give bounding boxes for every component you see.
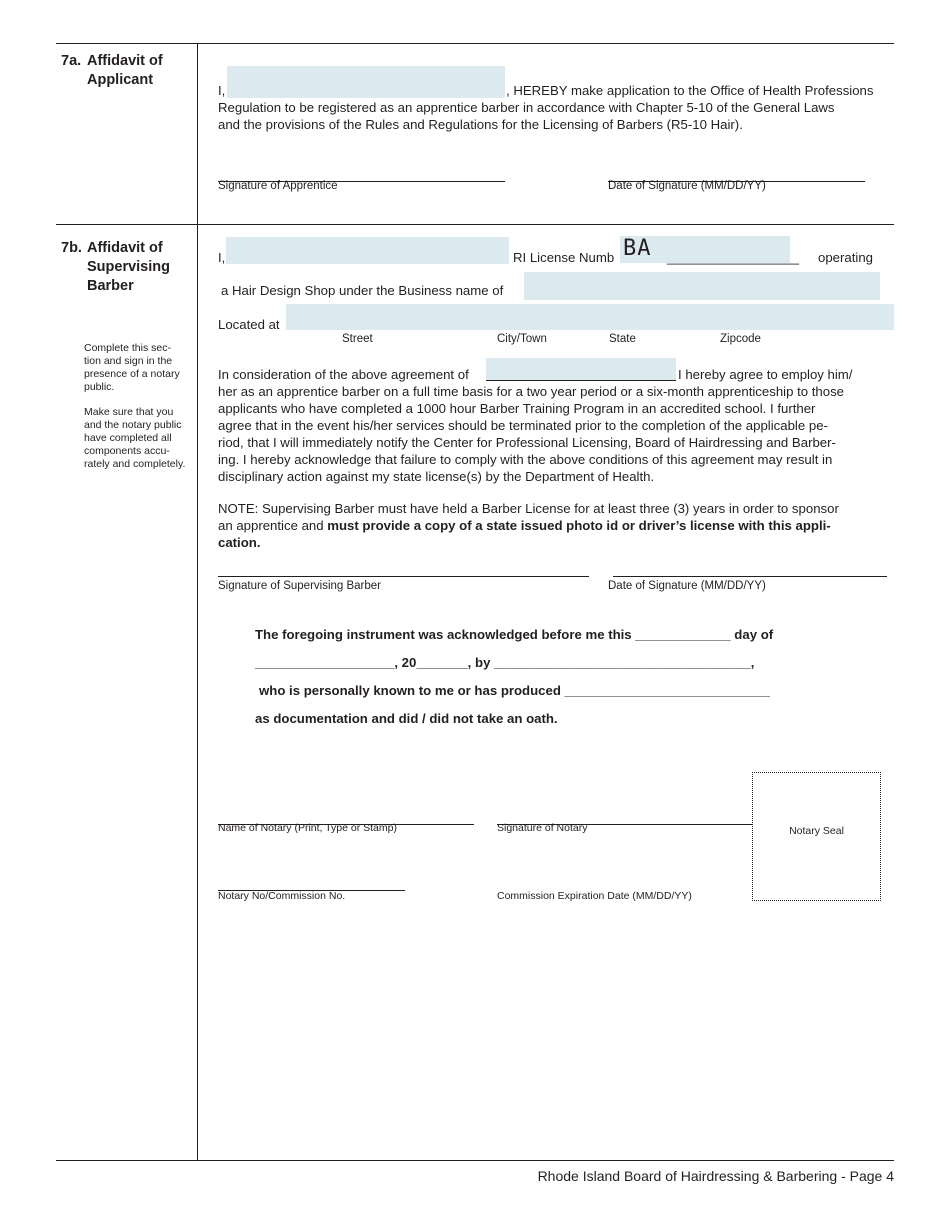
applicant-name-field[interactable] (227, 66, 505, 98)
side-note-line: Complete this sec- (84, 342, 171, 354)
agreement-line: riod, that I will immediately notify the Center for Professional Licensing, Board of Hairdressing and Barber- (218, 435, 836, 450)
sec7a-line1-suffix: , HEREBY make application to the Office of Health Professions (506, 83, 874, 98)
sec7b-i-prefix: I, (218, 250, 226, 265)
sec7b-title-line3: Barber (87, 278, 134, 294)
apprentice-name-field[interactable] (486, 358, 676, 381)
top-rule (56, 43, 894, 44)
agreement-line: disciplinary action against my state license(s) by the Department of Health. (218, 469, 655, 484)
agreement-paragraph (218, 383, 844, 485)
note-line2-bold: must provide a copy of a state issued photo id or driver’s license with this appli- (327, 518, 831, 533)
note-line1: NOTE: Supervising Barber must have held a Barber License for at least three (3) years in order to sponsor (218, 501, 839, 516)
section-divider (56, 224, 894, 225)
notary-number-label: Notary No/Commission No. (218, 890, 346, 902)
notary-name-label: Name of Notary (Print, Type or Stamp) (218, 822, 397, 834)
notary-line2: ___________________, 20_______, by ___________________________________, (255, 655, 755, 670)
side-note-line: and the notary public (84, 419, 182, 431)
agreement-line: applicants who have completed a 1000 hour Barber Training Program in an accredited school. I further (218, 401, 816, 416)
side-note-line: Make sure that you (84, 406, 174, 418)
sec7a-number: 7a. (61, 53, 82, 69)
side-note-line: tion and sign in the (84, 355, 173, 367)
consideration-suffix: I hereby agree to employ him/ (678, 367, 853, 382)
located-at-label: Located at (218, 317, 280, 332)
notary-line3: who is personally known to me or has produced ____________________________ (259, 683, 770, 698)
sec7a-title (87, 52, 163, 90)
notary-signature-label: Signature of Notary (497, 822, 588, 834)
address-zip-label: Zipcode (720, 333, 761, 345)
sec7b-title-line1: Affidavit of (87, 240, 163, 256)
business-name-field[interactable] (524, 272, 880, 300)
sec7a-line3: and the provisions of the Rules and Regulations for the Licensing of Barbers (R5-10 Hair). (218, 117, 743, 132)
address-city-label: City/Town (497, 333, 547, 345)
shop-name-label: a Hair Design Shop under the Business name of (221, 283, 504, 298)
side-note-line: public. (84, 381, 115, 393)
note-line2 (218, 517, 839, 534)
column-divider (197, 43, 198, 1161)
agreement-line: agree that in the event his/her services should be terminated prior to the completion of the applicable pe- (218, 418, 828, 433)
side-note-line: presence of a notary (84, 368, 180, 380)
agreement-line: ing. I hereby acknowledge that failure to comply with the above conditions of this agreement may result in (218, 452, 833, 467)
sec7a-i-prefix: I, (218, 83, 226, 98)
agreement-line: her as an apprentice barber on a full time basis for a two year period or a six-month apprenticeship to those (218, 384, 845, 399)
page-footer: Rhode Island Board of Hairdressing & Barbering - Page 4 (537, 1168, 894, 1184)
note-line2-normal: an apprentice and (218, 518, 328, 533)
notary-line4: as documentation and did / did not take an oath. (255, 711, 558, 726)
side-note-line: rately and completely. (84, 458, 186, 470)
license-number-blank: __________________ (667, 250, 800, 265)
bottom-rule (56, 1160, 894, 1161)
sec7a-title-line2: Applicant (87, 72, 154, 88)
sec7b-title (87, 239, 170, 296)
supervisor-signature-line[interactable] (218, 576, 589, 577)
apprentice-date-label: Date of Signature (MM/DD/YY) (608, 180, 766, 192)
supervisor-date-label: Date of Signature (MM/DD/YY) (608, 580, 766, 592)
address-field[interactable] (286, 304, 894, 330)
note-paragraph (218, 500, 839, 551)
sec7b-number: 7b. (61, 240, 82, 256)
sec7b-title-line2: Supervising (87, 259, 170, 275)
address-state-label: State (609, 333, 636, 345)
operating-label: operating (818, 250, 873, 265)
supervisor-date-line[interactable] (613, 576, 887, 577)
sidebar-instruction-1 (84, 342, 180, 394)
sidebar-instruction-2 (84, 406, 185, 471)
sec7a-title-line1: Affidavit of (87, 53, 163, 69)
sec7a-line2: Regulation to be registered as an apprentice barber in accordance with Chapter 5-10 of the General Laws (218, 100, 835, 115)
consideration-prefix: In consideration of the above agreement of (218, 367, 469, 382)
note-line3: cation. (218, 535, 261, 550)
side-note-line: have completed all (84, 432, 172, 444)
commission-expiration-label: Commission Expiration Date (MM/DD/YY) (497, 890, 692, 902)
supervisor-name-field[interactable] (226, 237, 509, 264)
notary-seal-label: Notary Seal (789, 825, 844, 837)
address-street-label: Street (342, 333, 373, 345)
license-number-value: BA (623, 236, 652, 261)
supervisor-signature-label: Signature of Supervising Barber (218, 580, 382, 592)
apprentice-signature-label: Signature of Apprentice (218, 180, 338, 192)
license-number-label: RI License Numb (513, 250, 615, 265)
notary-line1: The foregoing instrument was acknowledged before me this _____________ day of (255, 627, 774, 642)
side-note-line: components accu- (84, 445, 170, 457)
